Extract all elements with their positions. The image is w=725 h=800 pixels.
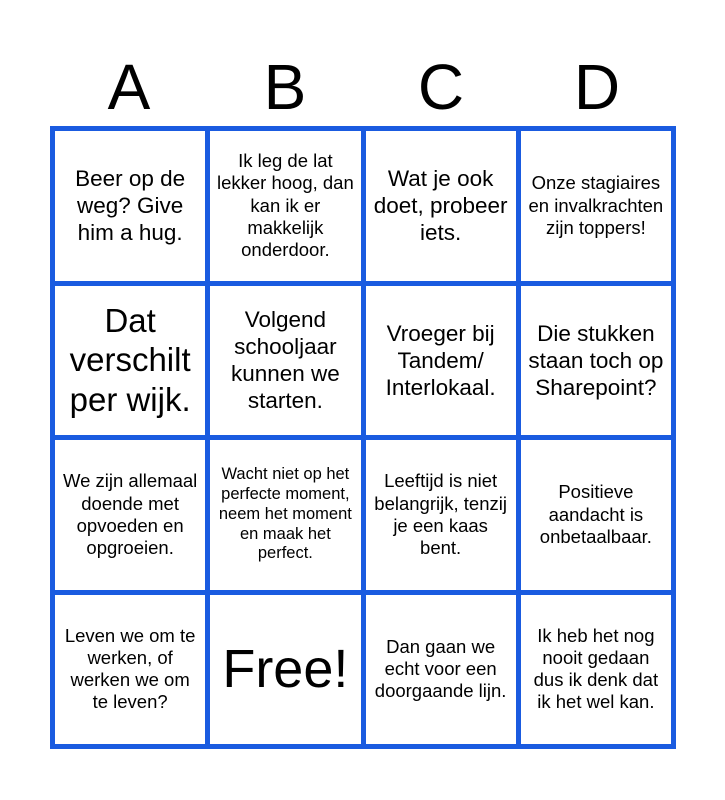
- cell-text: Wat je ook doet, probeer iets.: [373, 166, 508, 246]
- cell-text: Dat verschilt per wijk.: [69, 301, 191, 419]
- cell-text: Wacht niet op het perfecte moment, neem het moment en maak het perfect.: [218, 465, 352, 563]
- bingo-cell-b1[interactable]: [210, 131, 360, 281]
- bingo-cell-c3[interactable]: [366, 440, 516, 590]
- bingo-cell-c2[interactable]: [366, 286, 516, 436]
- bingo-board: [50, 126, 676, 749]
- cell-text: Die stukken staan toch op Sharepoint?: [528, 320, 664, 400]
- cell-text: Positieve aandacht is onbetaalbaar.: [539, 481, 652, 547]
- bingo-cell-d4[interactable]: [521, 595, 671, 745]
- bingo-cell-b3[interactable]: [210, 440, 360, 590]
- cell-text: Beer op de weg? Give him a hug.: [75, 166, 186, 246]
- cell-text: Volgend schooljaar kunnen we starten.: [230, 307, 340, 414]
- column-header: [51, 48, 675, 126]
- column-letter-d: D: [573, 51, 621, 123]
- bingo-cell-d2[interactable]: [521, 286, 671, 436]
- cell-text: Onze stagiaires en invalkrachten zijn toppers!: [528, 172, 664, 238]
- free-space-label: Free!: [222, 638, 349, 699]
- bingo-cell-a2[interactable]: [55, 286, 205, 436]
- bingo-cell-a1[interactable]: [55, 131, 205, 281]
- bingo-cell-d3[interactable]: [521, 440, 671, 590]
- free-space-cell[interactable]: [210, 595, 360, 745]
- cell-text: Leeftijd is niet belangrijk, tenzij je een kaas bent.: [374, 470, 507, 558]
- bingo-cell-b2[interactable]: [210, 286, 360, 436]
- column-letter-a: A: [107, 51, 151, 123]
- bingo-cell-a3[interactable]: [55, 440, 205, 590]
- column-letter-b: B: [263, 51, 307, 123]
- cell-text: Leven we om te werken, of werken we om te leven?: [64, 624, 196, 713]
- cell-text: Ik leg de lat lekker hoog, dan kan ik er makkelijk onderdoor.: [216, 150, 354, 261]
- cell-text: Dan gaan we echt voor een doorgaande lijn.: [374, 635, 507, 702]
- bingo-cell-d1[interactable]: [521, 131, 671, 281]
- column-letter-c: C: [417, 51, 465, 123]
- bingo-cell-c1[interactable]: [366, 131, 516, 281]
- cell-text: Vroeger bij Tandem/ Interlokaal.: [385, 320, 496, 400]
- bingo-cell-c4[interactable]: [366, 595, 516, 745]
- cell-text: We zijn allemaal doende met opvoeden en opgroeien.: [62, 470, 198, 558]
- cell-text: Ik heb het nog nooit gedaan dus ik denk dat ik het wel kan.: [533, 624, 659, 713]
- bingo-cell-a4[interactable]: [55, 595, 205, 745]
